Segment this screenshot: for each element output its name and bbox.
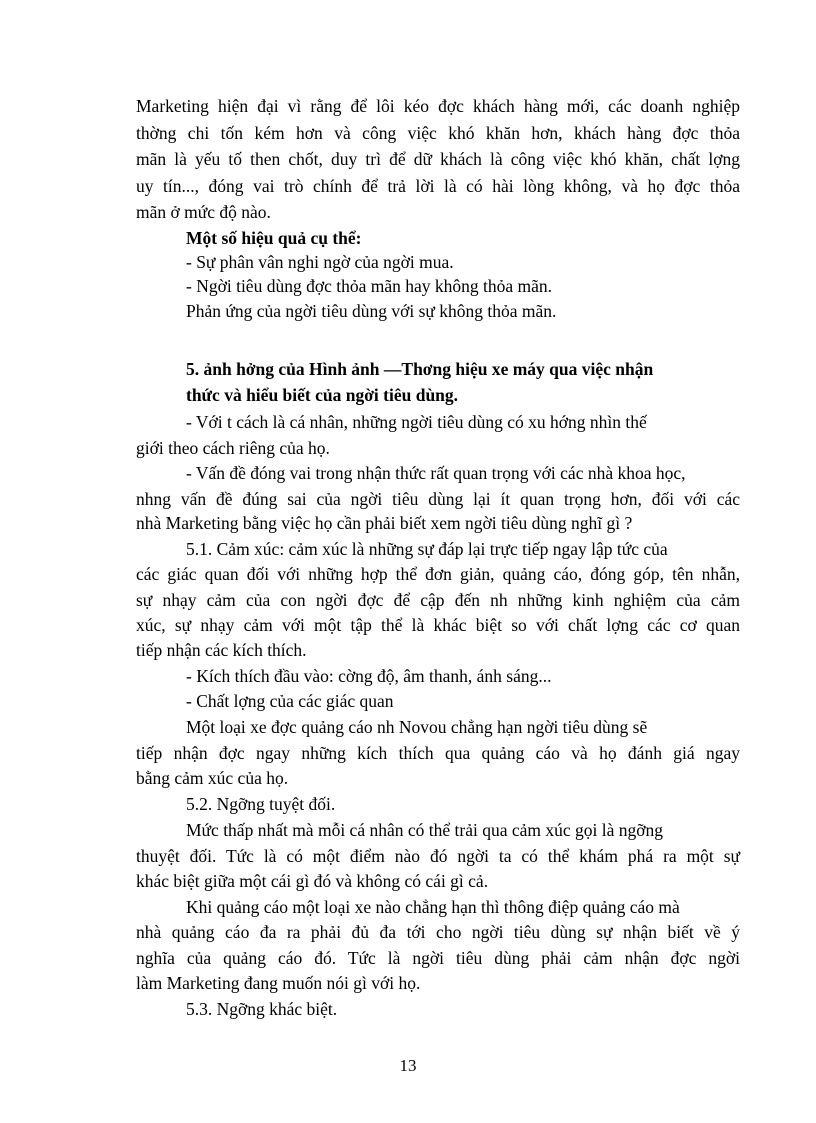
text-line: Một loại xe đợc quảng cáo nh Novou chẳng hạn ngời tiêu dùng sẽ (186, 717, 648, 737)
page-number: 13 (399, 1056, 417, 1075)
text-line: mãn ở mức độ nào. (136, 202, 271, 222)
text-line: khác biệt giữa một cái gì đó và không có cái gì cả. (136, 871, 489, 891)
list-item: - Kích thích đầu vào: cờng độ, âm thanh, ánh sáng... (186, 666, 552, 686)
subheading: Một số hiệu quả cụ thể: (186, 228, 362, 248)
text-line: Phản ứng của ngời tiêu dùng với sự không thỏa mãn. (186, 301, 557, 321)
text-line: bằng cảm xúc của họ. (136, 768, 289, 788)
text-line: nhng vấn đề đúng sai của ngời tiêu dùng lại ít quan trọng hơn, đối với các (136, 489, 740, 509)
list-item: - Chất lợng của các giác quan (186, 691, 394, 711)
text-line: mãn là yếu tố then chốt, duy trì để dữ khách là công việc khó khăn, chất lợng (136, 149, 740, 169)
text-line: uy tín..., đóng vai trò chính để trả lời là có hài lòng không, và họ đợc thỏa (136, 176, 740, 196)
list-item: - Ngời tiêu dùng đợc thỏa mãn hay không thỏa mãn. (186, 276, 553, 296)
text-line: Mức thấp nhất mà mỗi cá nhân có thể trải qua cảm xúc gọi là ngỡng (186, 820, 663, 840)
text-line: thờng chi tốn kém hơn và công việc khó khăn hơn, khách hàng đợc thỏa (136, 123, 740, 143)
text-line: sự nhạy cảm của con ngời đợc để cập đến nh những kinh nghiệm của cảm (136, 590, 740, 610)
text-line: Marketing hiện đại vì rằng để lôi kéo đợc khách hàng mới, các doanh nghiệp (136, 96, 740, 116)
subsection-title: 5.2. Ngỡng tuyệt đối. (186, 794, 336, 814)
text-line: giới theo cách riêng của họ. (136, 438, 330, 458)
text-line: thuyệt đối. Tức là có một điểm nào đó ngời ta có thể khám phá ra một sự (136, 846, 740, 866)
text-line: xúc, sự nhạy cảm với một tập thể là khác biệt so với chất lợng các cơ quan (136, 615, 740, 635)
text-line: tiếp nhận đợc ngay những kích thích qua quảng cáo và họ đánh giá ngay (136, 743, 740, 763)
text-line: nhà Marketing bằng việc họ cần phải biết xem ngời tiêu dùng nghĩ gì ? (136, 513, 633, 533)
list-item: - Sự phân vân nghi ngờ của ngời mua. (186, 252, 454, 272)
text-line: - Với t cách là cá nhân, những ngời tiêu dùng có xu hớng nhìn thế (186, 412, 647, 432)
text-line: làm Marketing đang muốn nói gì với họ. (136, 973, 421, 993)
text-line: 5.1. Cảm xúc: cảm xúc là những sự đáp lại trực tiếp ngay lập tức của (186, 539, 668, 559)
text-line: tiếp nhận các kích thích. (136, 640, 307, 660)
text-line: các giác quan đối với những hợp thể đơn giản, quảng cáo, đóng góp, tên nhẫn, (136, 564, 740, 584)
text-line: nhà quảng cáo đa ra phải đủ đa tới cho ngời tiêu dùng sự nhận biết về ý (136, 922, 740, 942)
text-line: - Vấn đề đóng vai trong nhận thức rất quan trọng với các nhà khoa học, (186, 463, 686, 483)
text-line: nghĩa của quảng cáo đó. Tức là ngời tiêu dùng phải cảm nhận đợc ngời (136, 948, 740, 968)
section-heading: thức và hiểu biết của ngời tiêu dùng. (186, 385, 459, 405)
section-heading: 5. ảnh hởng của Hình ảnh —Thơng hiệu xe máy qua việc nhận (186, 359, 654, 379)
subsection-title: 5.3. Ngỡng khác biệt. (186, 999, 338, 1019)
text-line: Khi quảng cáo một loại xe nào chẳng hạn thì thông điệp quảng cáo mà (186, 897, 680, 917)
